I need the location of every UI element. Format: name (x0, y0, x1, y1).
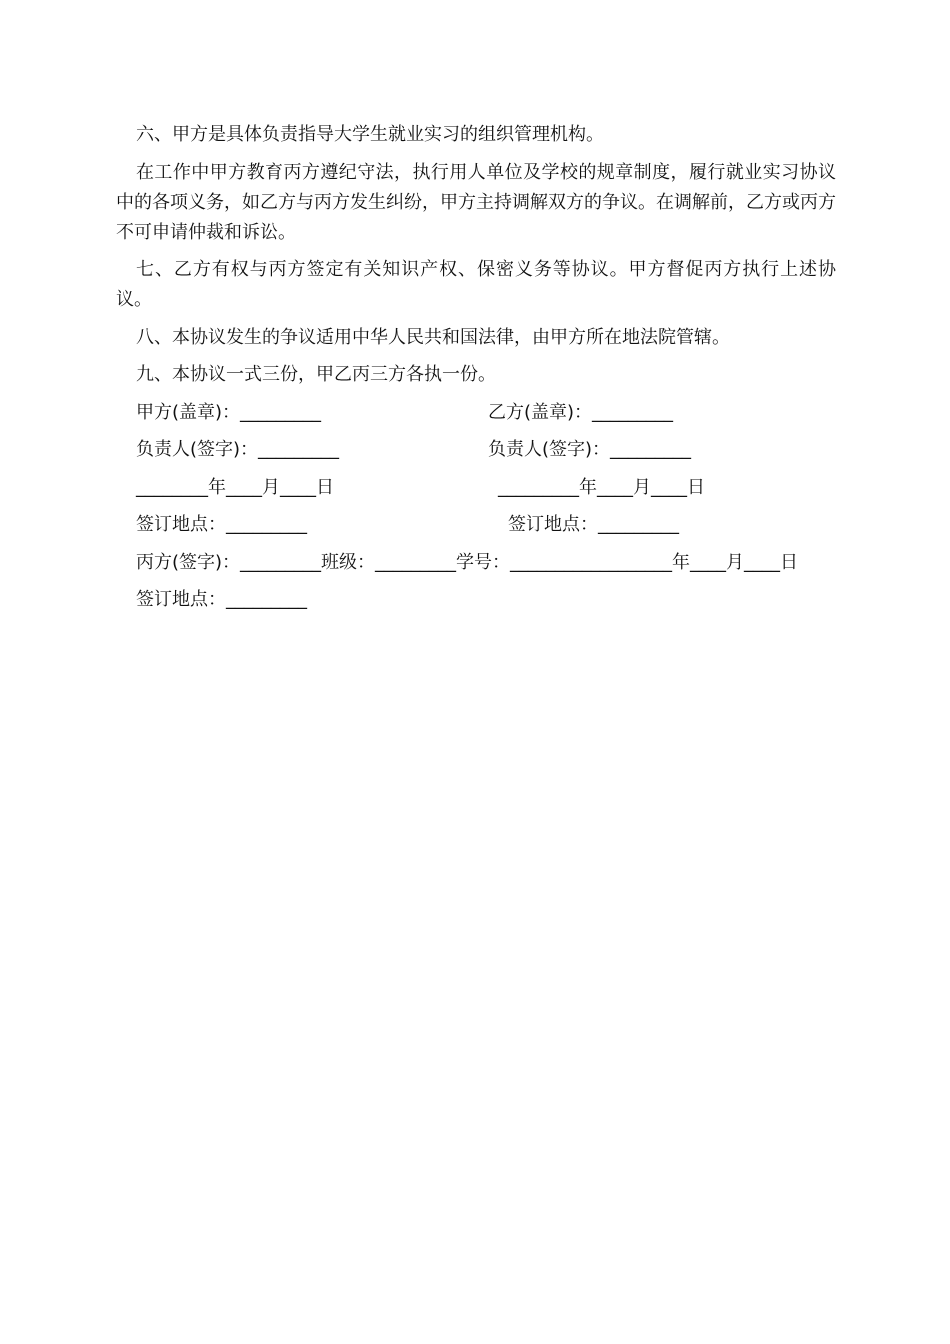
clause-seven: 七、乙方有权与丙方签定有关知识产权、保密义务等协议。甲方督促丙方执行上述协议。 (116, 259, 836, 310)
clause-eight: 八、本协议发生的争议适用中华人民共和国法律，由甲方所在地法院管辖。 (136, 326, 730, 348)
seal-row (116, 398, 836, 428)
party-b-date-field: _________年____月____日 (498, 476, 705, 498)
party-a-place-field: 签订地点：_________ (136, 514, 307, 535)
party-b-seal-field: 乙方(盖章)：_________ (488, 401, 674, 423)
date-row (116, 473, 836, 503)
party-b-person-field: 负责人(签字)：_________ (488, 439, 692, 460)
party-a-seal-field: 甲方(盖章)：_________ (136, 401, 322, 423)
clause-six-detail: 在工作中甲方教育丙方遵纪守法，执行用人单位及学校的规章制度，履行就业实习协议中的各项义务，如乙方与丙方发生纠纷，甲方主持调解双方的争议。在调解前，乙方或丙方不可申请仲裁和诉讼。 (116, 161, 836, 243)
party-a-date-field: ________年____月____日 (136, 476, 334, 498)
agreement-body (116, 120, 836, 615)
person-row (116, 435, 836, 465)
clause-nine: 九、本协议一式三份，甲乙丙三方各执一份。 (136, 364, 496, 385)
party-b-place-field: 签订地点：_________ (508, 514, 679, 535)
party-c-place-field: 签订地点：_________ (136, 589, 307, 610)
party-c-signature-line: 丙方(签字)：_________班级：_________学号：__________________年____月____日 (136, 551, 799, 573)
party-a-person-field: 负责人(签字)：_________ (136, 439, 340, 460)
place-row (116, 510, 836, 540)
clause-six: 六、甲方是具体负责指导大学生就业实习的组织管理机构。 (136, 124, 604, 145)
